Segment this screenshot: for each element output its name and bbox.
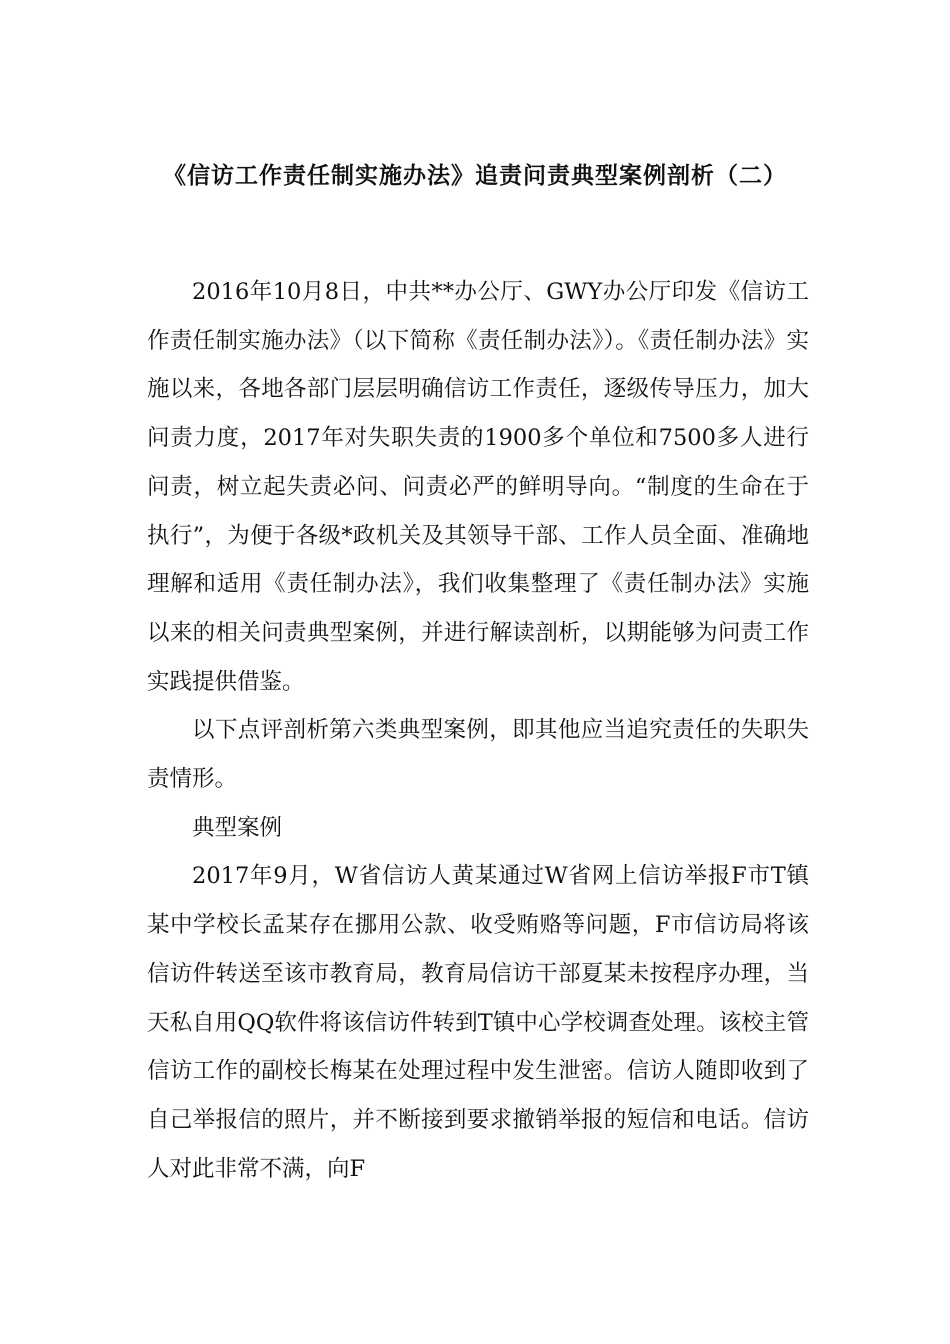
section-heading-typical-case: 典型案例 bbox=[192, 814, 283, 841]
paragraph-case-description: 2017年9月，W省信访人黄某通过W省网上信访举报F市T镇某中学校长孟某存在挪用公款、收受贿赂等问题，F市信访局将该信访件转送至该市教育局，教育局信访干部夏某未按程序办理，当天私自用QQ软件将该信访件转到T镇中心学校调查处理。该校主管信访工作的副校长梅某在处理过程中发生泄密。信访人随即收到了自己举报信的照片，并不断接到要求撤销举报的短信和电话。信访人对此非常不满，向F bbox=[147, 863, 809, 1182]
document-title: 《信访工作责任制实施办法》追责问责典型案例剖析（二） bbox=[163, 162, 787, 189]
paragraph-category: 以下点评剖析第六类典型案例，即其他应当追究责任的失职失责情形。 bbox=[147, 717, 809, 793]
document-body bbox=[147, 268, 809, 1193]
paragraph-intro: 2016年10月8日，中共**办公厅、GWY办公厅印发《信访工作责任制实施办法》（以下简称《责任制办法》）。《责任制办法》实施以来，各地各部门层层明确信访工作责任，逐级传导压力，加大问责力度，2017年对失职失责的1900多个单位和7500多人进行问责，树立起失责必问、问责必严的鲜明导向。“制度的生命在于执行”，为便于各级*政机关及其领导干部、工作人员全面、准确地理解和适用《责任制办法》，我们收集整理了《责任制办法》实施以来的相关问责典型案例，并进行解读剖析，以期能够为问责工作实践提供借鉴。 bbox=[147, 279, 809, 695]
